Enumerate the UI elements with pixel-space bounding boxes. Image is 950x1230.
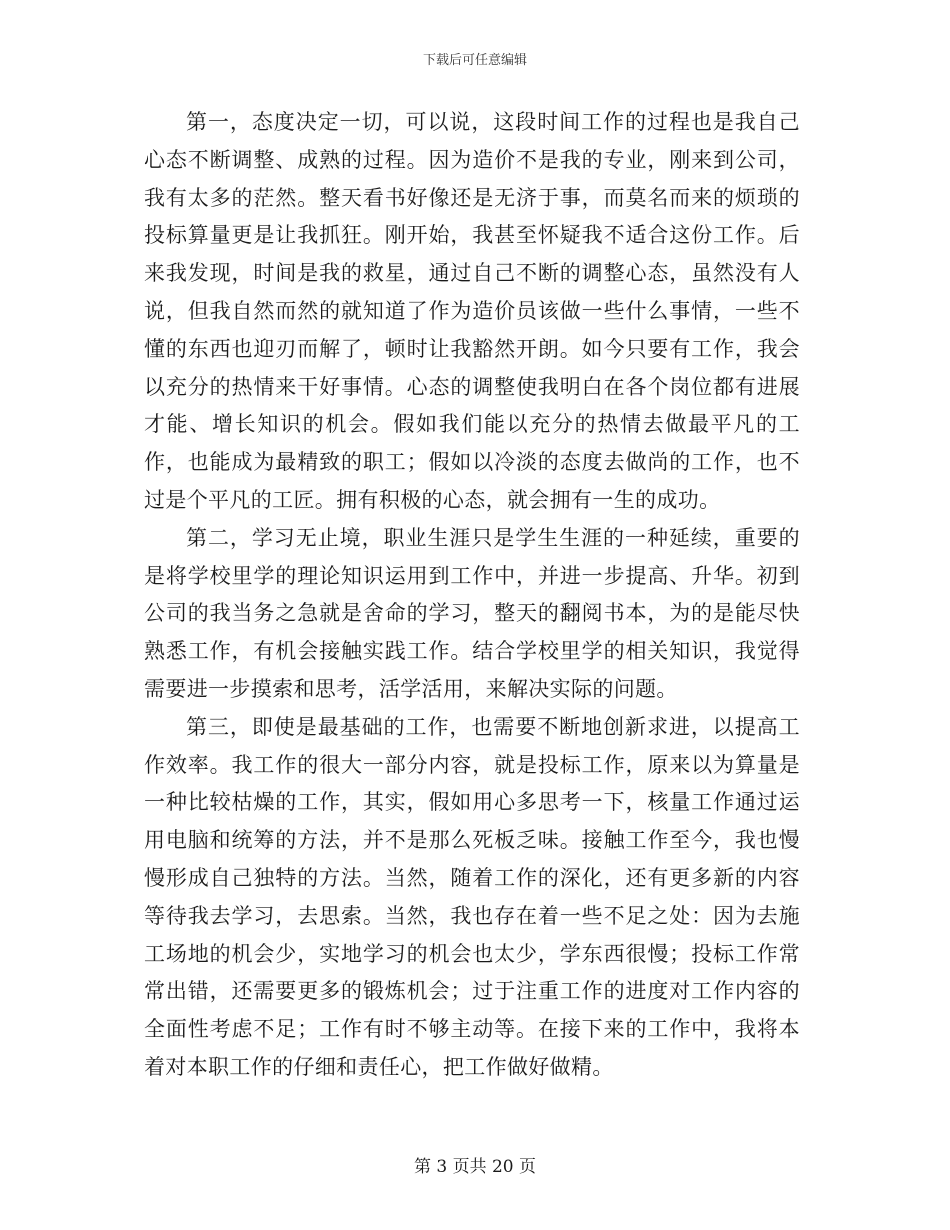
page-header: 下载后可任意编辑 [422, 53, 527, 68]
page-number: 第 3 页共 20 页 [413, 1157, 537, 1177]
paragraph-learning: 第二，学习无止境，职业生涯只是学生生涯的一种延续，重要的是将学校里学的理论知识运用到工作中，并进一步提高、升华。初到公司的我当务之急就是舍命的学习，整天的翻阅书本，为的是能尽快熟悉工作，有机会接触实践工作。结合学校里学的相关知识，我觉得需要进一步摸索和思考，活学活用，来解决实际的问题。 [144, 525, 800, 701]
paragraph-innovation: 第三，即使是最基础的工作，也需要不断地创新求进，以提高工作效率。我工作的很大一部分内容，就是投标工作，原来以为算量是一种比较枯燥的工作，其实，假如用心多思考一下，核量工作通过运用电脑和统筹的方法，并不是那么死板乏味。接触工作至今，我也慢慢形成自己独特的方法。当然，随着工作的深化，还有更多新的内容等待我去学习，去思索。当然，我也存在着一些不足之处：因为去施工场地的机会少，实地学习的机会也太少，学东西很慢；投标工作常常出错，还需要更多的锻炼机会；过于注重工作的进度对工作内容的全面性考虑不足；工作有时不够主动等。在接下来的工作中，我将本着对本职工作的仔细和责任心，把工作做好做精。 [144, 714, 800, 1079]
document-body [144, 104, 800, 1087]
paragraph-attitude: 第一，态度决定一切，可以说，这段时间工作的过程也是我自己心态不断调整、成熟的过程。因为造价不是我的专业，刚来到公司，我有太多的茫然。整天看书好像还是无济于事，而莫名而来的烦琐的投标算量更是让我抓狂。刚开始，我甚至怀疑我不适合这份工作。后来我发现，时间是我的救星，通过自己不断的调整心态，虽然没有人说，但我自然而然的就知道了作为造价员该做一些什么事情，一些不懂的东西也迎刃而解了，顿时让我豁然开朗。如今只要有工作，我会以充分的热情来干好事情。心态的调整使我明白在各个岗位都有进展才能、增长知识的机会。假如我们能以充分的热情去做最平凡的工作，也能成为最精致的职工；假如以冷淡的态度去做尚的工作，也不过是个平凡的工匠。拥有积极的心态，就会拥有一生的成功。 [144, 110, 800, 512]
